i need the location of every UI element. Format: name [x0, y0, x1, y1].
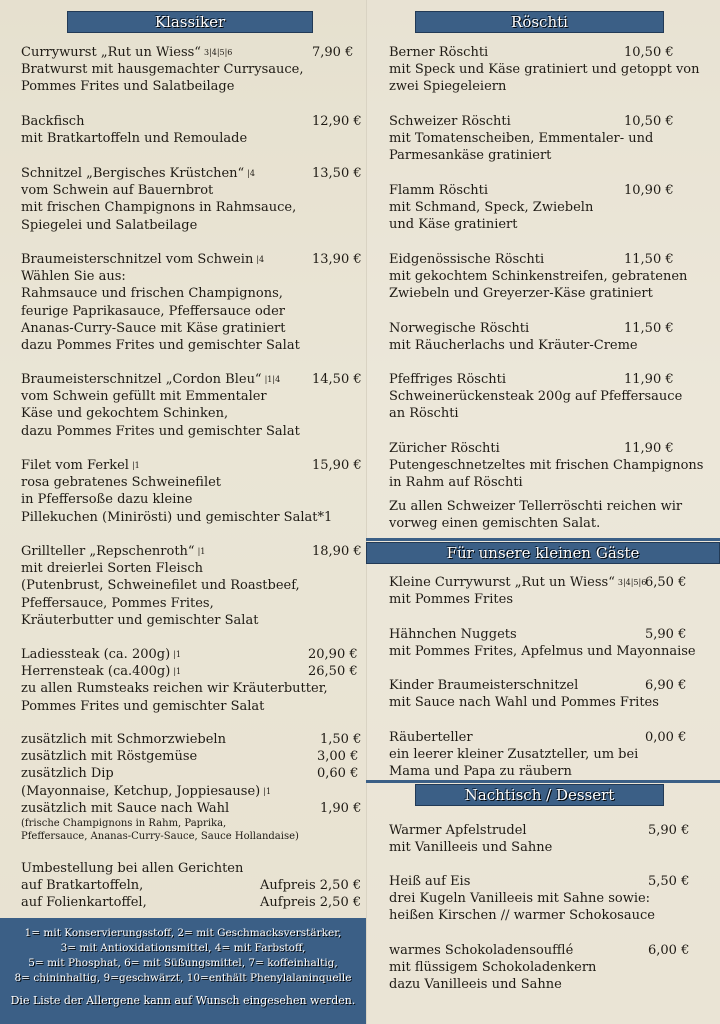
- item-price: 18,90 €: [312, 544, 362, 559]
- allergen-sup: |1: [131, 461, 140, 470]
- item-desc: mit Schmand, Speck, Zwiebeln: [389, 200, 594, 216]
- umbestellung-option: auf Bratkartoffeln,: [21, 878, 144, 894]
- item-schnitzel: [21, 165, 361, 234]
- extra-name: zusätzlich mit Röstgemüse: [21, 749, 198, 765]
- item-backfisch: [21, 113, 361, 147]
- item-desc: mit flüssigem Schokoladenkern: [389, 960, 597, 976]
- item-price: 7,90 €: [312, 45, 354, 60]
- item-desc: Kräuterbutter und gemischter Salat: [21, 612, 259, 628]
- item-name: warmes Schokoladensoufflé: [389, 943, 574, 958]
- extra-desc: (Mayonnaise, Ketchup, Joppiesause): [21, 783, 261, 799]
- allergen-sup: 3|4|5|6: [617, 578, 647, 587]
- extra-price: 0,60 €: [317, 766, 359, 782]
- item-desc: Pillekuchen (Minirösti) und gemischter Salat*1: [21, 509, 333, 525]
- item-desc: Rahmsauce und frischen Champignons,: [21, 286, 283, 302]
- item-desc: Mama und Papa zu räubern: [389, 764, 572, 780]
- item-desc: Ananas-Curry-Sauce mit Käse gratiniert: [21, 320, 286, 336]
- allergen-sup: |1: [173, 650, 181, 659]
- item-name: Kleine Currywurst „Rut un Wiess“: [389, 575, 615, 590]
- item-name: Hähnchen Nuggets: [389, 627, 517, 642]
- roeschti-note: [389, 498, 714, 532]
- item-desc: mit Räucherlachs und Kräuter-Creme: [389, 338, 638, 354]
- item-braumeisterschnitzel: [21, 251, 361, 354]
- item-name: Schnitzel „Bergisches Krüstchen“: [21, 166, 245, 181]
- item-name: Berner Röschti: [389, 45, 489, 60]
- item-desc: Käse und gekochtem Schinken,: [21, 406, 229, 422]
- section-divider: [366, 780, 720, 783]
- section-divider: [366, 538, 720, 541]
- item-desc: Schweinerückensteak 200g auf Pfeffersauce: [389, 389, 683, 405]
- extra-note: (frische Champignons in Rahm, Paprika,: [21, 817, 227, 829]
- item-grillteller: [21, 543, 361, 629]
- footer-allergen-note: Die Liste der Allergene kann auf Wunsch eingesehen werden.: [10, 994, 356, 1007]
- item-desc: vom Schwein gefüllt mit Emmentaler: [21, 389, 267, 405]
- item-name: Currywurst „Rut un Wiess“: [21, 45, 201, 60]
- item-price: 13,90 €: [312, 252, 362, 267]
- item-name: Flamm Röschti: [389, 183, 489, 198]
- item-price: 10,50 €: [624, 45, 674, 60]
- note-line: vorweg einen gemischten Salat.: [389, 516, 601, 532]
- item-flamm-roeschti: [389, 182, 714, 234]
- item-desc: feurige Paprikasauce, Pfeffersauce oder: [21, 303, 286, 319]
- item-heiss-auf-eis: [389, 873, 714, 925]
- item-desc: dazu Vanilleeis und Sahne: [389, 977, 562, 993]
- header-roeschti: Röschti: [415, 11, 664, 33]
- item-name: Braumeisterschnitzel „Cordon Bleu“: [21, 372, 262, 387]
- item-haehnchen-nuggets: [389, 626, 714, 660]
- allergen-sup: |1: [197, 547, 206, 556]
- item-desc: Bratwurst mit hausgemachter Currysauce,: [21, 62, 304, 78]
- item-price: 5,90 €: [648, 823, 690, 838]
- item-filet: [21, 457, 361, 526]
- item-schweizer-roeschti: [389, 113, 714, 165]
- item-price: 11,90 €: [624, 372, 674, 387]
- item-desc: an Röschti: [389, 406, 459, 422]
- item-kleine-currywurst: [389, 574, 714, 608]
- item-eidgenoessische-roeschti: [389, 251, 714, 303]
- header-kinder: Für unsere kleinen Gäste: [366, 542, 720, 564]
- item-kinder-braumeisterschnitzel: [389, 677, 714, 711]
- item-desc: mit Tomatenscheiben, Emmentaler- und: [389, 131, 654, 147]
- footer-line: 8= chininhaltig, 9=geschwärzt, 10=enthält Phenylalaninquelle: [14, 972, 352, 984]
- item-price: 10,90 €: [624, 183, 674, 198]
- item-steaks: [21, 646, 361, 715]
- umbestellung: [21, 860, 361, 912]
- item-desc: drei Kugeln Vanilleeis mit Sahne sowie:: [389, 891, 651, 907]
- item-name: Warmer Apfelstrudel: [389, 823, 527, 838]
- footer-line: 3= mit Antioxidationsmittel, 4= mit Farbstoff,: [60, 942, 306, 954]
- item-desc: mit frischen Champignons in Rahmsauce,: [21, 200, 297, 216]
- item-desc: mit Bratkartoffeln und Remoulade: [21, 131, 248, 147]
- extra-name: zusätzlich mit Schmorzwiebeln: [21, 732, 226, 747]
- header-klassiker: Klassiker: [67, 11, 313, 33]
- item-price: 11,50 €: [624, 252, 674, 267]
- item-desc: mit Sauce nach Wahl und Pommes Frites: [389, 695, 659, 711]
- extra-price: 1,50 €: [320, 732, 362, 747]
- item-price: 20,90 €: [308, 647, 358, 662]
- item-price: 10,50 €: [624, 114, 674, 129]
- item-price: 6,50 €: [645, 575, 687, 590]
- item-name: Herrensteak (ca.400g): [21, 664, 171, 680]
- item-price: 11,50 €: [624, 321, 674, 336]
- extra-note: Pfeffersauce, Ananas-Curry-Sauce, Sauce Hollandaise): [21, 830, 299, 842]
- item-desc: mit dreierlei Sorten Fleisch: [21, 561, 203, 577]
- item-desc: Pfeffersauce, Pommes Frites,: [21, 595, 214, 611]
- item-name: Norwegische Röschti: [389, 321, 530, 336]
- item-desc: Pommes Frites und Salatbeilage: [21, 79, 235, 95]
- item-desc: vom Schwein auf Bauernbrot: [21, 183, 214, 199]
- item-name: Filet vom Ferkel: [21, 458, 129, 473]
- item-name: Züricher Röschti: [389, 441, 500, 456]
- item-desc: rosa gebratenes Schweinefilet: [21, 475, 222, 491]
- item-name: Pfeffriges Röschti: [389, 372, 506, 387]
- note-line: Zu allen Schweizer Tellerröschti reichen wir: [389, 499, 683, 514]
- item-desc: mit Pommes Frites: [389, 592, 514, 608]
- item-name: Backfisch: [21, 114, 85, 129]
- umbestellung-option: auf Folienkartoffel,: [21, 895, 147, 911]
- item-desc: Zwiebeln und Greyerzer-Käse gratiniert: [389, 286, 653, 302]
- item-cordon-bleu: [21, 371, 361, 440]
- item-desc: mit gekochtem Schinkenstreifen, gebratenen: [389, 269, 688, 285]
- allergen-sup: 3|4|5|6: [203, 48, 233, 57]
- allergen-sup: |1: [173, 667, 182, 677]
- item-price: 5,50 €: [648, 874, 690, 889]
- item-desc: dazu Pommes Frites und gemischter Salat: [21, 337, 300, 353]
- allergen-sup: |4: [256, 255, 265, 264]
- item-price: 6,90 €: [645, 678, 687, 693]
- item-price: 11,90 €: [624, 441, 674, 456]
- item-desc: heißen Kirschen // warmer Schokosauce: [389, 908, 655, 924]
- allergen-sup: |4: [247, 169, 255, 178]
- item-desc: mit Vanilleeis und Sahne: [389, 840, 553, 856]
- item-price: 14,50 €: [312, 372, 362, 387]
- footer-line: 1= mit Konservierungsstoff, 2= mit Geschmacksverstärker,: [24, 927, 342, 939]
- item-desc: zwei Spiegeleiern: [389, 79, 507, 95]
- item-desc: mit Pommes Frites, Apfelmus und Mayonnaise: [389, 644, 696, 660]
- item-norwegische-roeschti: [389, 320, 714, 354]
- item-name: Heiß auf Eis: [389, 874, 471, 889]
- extra-name: zusätzlich Dip: [21, 766, 114, 782]
- item-name: Ladiessteak (ca. 200g): [21, 647, 171, 662]
- umbestellung-price: Aufpreis 2,50 €: [260, 878, 362, 894]
- item-price: 5,90 €: [645, 627, 687, 642]
- item-currywurst: [21, 44, 361, 96]
- item-apfelstrudel: [389, 822, 714, 856]
- header-dessert: Nachtisch / Dessert: [415, 784, 664, 806]
- item-price: 15,90 €: [312, 458, 362, 473]
- item-desc: zu allen Rumsteaks reichen wir Kräuterbutter,: [21, 681, 328, 697]
- item-price: 0,00 €: [645, 730, 687, 745]
- item-berner-roeschti: [389, 44, 714, 96]
- item-desc: ein leerer kleiner Zusatzteller, um bei: [389, 747, 639, 763]
- item-pfeffriges-roeschti: [389, 371, 714, 423]
- item-name: Braumeisterschnitzel vom Schwein: [21, 252, 254, 267]
- footer-line: 5= mit Phosphat, 6= mit Süßungsmittel, 7= koffeinhaltig,: [28, 957, 338, 969]
- allergen-sup: |1|4: [264, 375, 281, 384]
- umbestellung-price: Aufpreis 2,50 €: [260, 895, 362, 911]
- item-name: Grillteller „Repschenroth“: [21, 544, 195, 559]
- item-price: 12,90 €: [312, 114, 362, 129]
- item-name: Eidgenössische Röschti: [389, 252, 545, 267]
- item-price: 6,00 €: [648, 943, 690, 958]
- item-desc: Wählen Sie aus:: [21, 269, 126, 285]
- allergen-footer: [0, 918, 366, 1024]
- item-name: Kinder Braumeisterschnitzel: [389, 678, 579, 693]
- extra-name: zusätzlich mit Sauce nach Wahl: [21, 800, 230, 816]
- allergen-sup: |1: [263, 786, 272, 796]
- item-desc: Parmesankäse gratiniert: [389, 148, 552, 164]
- item-price: 13,50 €: [312, 166, 362, 181]
- item-desc: (Putenbrust, Schweinefilet und Roastbeef,: [21, 578, 300, 594]
- item-desc: Putengeschnetzeltes mit frischen Champignons: [389, 458, 704, 474]
- item-desc: in Pfeffersoße dazu kleine: [21, 492, 193, 508]
- extras-list: [21, 731, 361, 843]
- item-desc: in Rahm auf Röschti: [389, 475, 523, 491]
- extra-price: 3,00 €: [317, 749, 359, 765]
- item-desc: und Käse gratiniert: [389, 217, 518, 233]
- item-name: Räuberteller: [389, 730, 473, 745]
- item-desc: Spiegelei und Salatbeilage: [21, 217, 198, 233]
- item-price: 26,50 €: [308, 664, 358, 680]
- item-schokoladensouffle: [389, 942, 714, 994]
- item-desc: Pommes Frites und gemischter Salat: [21, 698, 265, 714]
- extra-price: 1,90 €: [320, 800, 362, 816]
- item-raeuberteller: [389, 729, 714, 781]
- item-desc: dazu Pommes Frites und gemischter Salat: [21, 423, 300, 439]
- umbestellung-title: Umbestellung bei allen Gerichten: [21, 861, 244, 876]
- item-desc: mit Speck und Käse gratiniert und getoppt von: [389, 62, 700, 78]
- item-name: Schweizer Röschti: [389, 114, 511, 129]
- item-zuericher-roeschti: [389, 440, 714, 492]
